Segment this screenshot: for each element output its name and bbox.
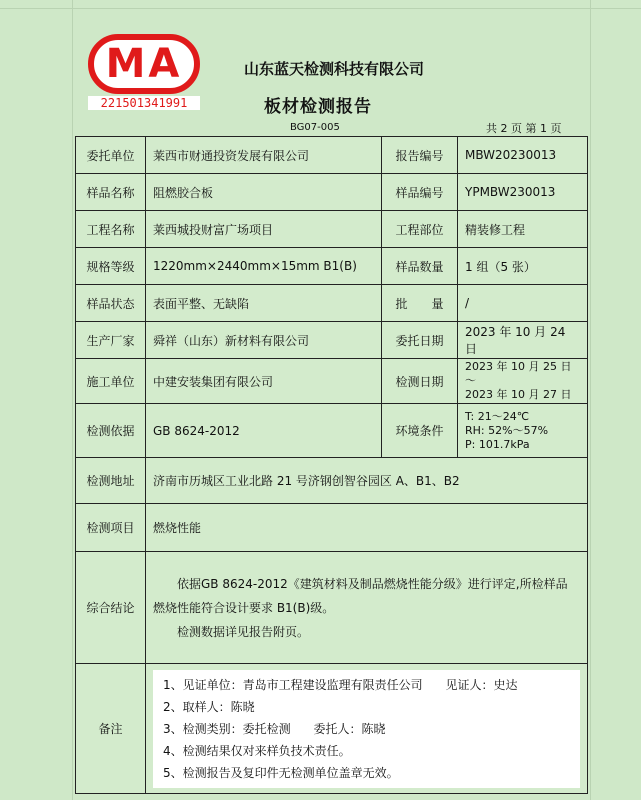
field-label: 施工单位 [76, 359, 146, 404]
env-pressure: P: 101.7kPa [465, 437, 530, 451]
conclusion-text[interactable] [146, 552, 588, 664]
conclusion-paragraph: 依据GB 8624-2012《建筑材料及制品燃烧性能分级》进行评定,所检样品 [177, 576, 568, 591]
field-value[interactable] [458, 404, 588, 458]
field-value[interactable]: 阻燃胶合板 [146, 174, 382, 211]
table-row [76, 248, 588, 285]
field-label: 委托日期 [382, 322, 458, 359]
field-value[interactable]: GB 8624-2012 [146, 404, 382, 458]
field-label: 环境条件 [382, 404, 458, 458]
field-label: 委托单位 [76, 137, 146, 174]
field-label: 样品状态 [76, 285, 146, 322]
field-value[interactable]: / [458, 285, 588, 322]
table-row [76, 504, 588, 552]
field-label: 规格等级 [76, 248, 146, 285]
field-value[interactable]: 1 组（5 张） [458, 248, 588, 285]
table-row [76, 458, 588, 504]
field-label: 工程名称 [76, 211, 146, 248]
field-label: 检测依据 [76, 404, 146, 458]
sheet-gridline [590, 0, 591, 800]
report-table [75, 136, 588, 794]
field-label: 检测项目 [76, 504, 146, 552]
field-value[interactable]: 表面平整、无缺陷 [146, 285, 382, 322]
test-date-start: 2023 年 10 月 25 日～ [465, 360, 572, 387]
field-label: 备注 [76, 664, 146, 794]
note-item: 1、见证单位：青岛市工程建设监理有限责任公司 见证人：史达 [163, 677, 518, 692]
field-label: 检测地址 [76, 458, 146, 504]
sheet-gridline [72, 0, 73, 800]
sheet-gridline [0, 8, 641, 9]
conclusion-paragraph: 燃烧性能符合设计要求 B1(B)级。 [153, 600, 335, 615]
table-row [76, 404, 588, 458]
field-value[interactable]: 莱西城投财富广场项目 [146, 211, 382, 248]
table-row [76, 322, 588, 359]
field-label: 报告编号 [382, 137, 458, 174]
field-label: 批 量 [382, 285, 458, 322]
field-label: 样品名称 [76, 174, 146, 211]
note-item: 2、取样人：陈晓 [163, 699, 255, 714]
field-value[interactable]: 中建安装集团有限公司 [146, 359, 382, 404]
note-item: 5、检测报告及复印件无检测单位盖章无效。 [163, 765, 399, 780]
table-row [76, 285, 588, 322]
field-label: 样品数量 [382, 248, 458, 285]
env-temperature: T: 21～24℃ [465, 409, 530, 423]
document-code: BG07-005 [290, 122, 340, 133]
field-value[interactable]: YPMBW230013 [458, 174, 588, 211]
cma-logo-letters: MA [88, 34, 200, 94]
field-value[interactable]: 1220mm×2440mm×15mm B1(B) [146, 248, 382, 285]
company-name: 山东蓝天检测科技有限公司 [244, 60, 425, 78]
report-title: 板材检测报告 [264, 97, 372, 117]
notes-list[interactable] [153, 670, 580, 788]
table-row [76, 664, 588, 794]
table-row [76, 174, 588, 211]
field-value[interactable]: 济南市历城区工业北路 21 号济钢创智谷园区 A、B1、B2 [146, 458, 588, 504]
field-value[interactable]: 燃烧性能 [146, 504, 588, 552]
field-label: 样品编号 [382, 174, 458, 211]
field-value[interactable]: 舜祥（山东）新材料有限公司 [146, 322, 382, 359]
cma-logo [88, 30, 200, 108]
field-label: 综合结论 [76, 552, 146, 664]
note-item: 4、检测结果仅对来样负技术责任。 [163, 743, 351, 758]
field-value[interactable] [458, 359, 588, 404]
field-label: 检测日期 [382, 359, 458, 404]
conclusion-paragraph: 检测数据详见报告附页。 [177, 624, 310, 639]
table-row [76, 552, 588, 664]
table-row [76, 137, 588, 174]
field-value[interactable]: 2023 年 10 月 24 日 [458, 322, 588, 359]
field-label: 生产厂家 [76, 322, 146, 359]
field-value[interactable]: MBW20230013 [458, 137, 588, 174]
note-item: 3、检测类别：委托检测 委托人：陈晓 [163, 721, 386, 736]
page-info: 共 2 页 第 1 页 [486, 122, 562, 135]
notes-cell [146, 664, 588, 794]
field-value[interactable]: 莱西市财通投资发展有限公司 [146, 137, 382, 174]
env-humidity: RH: 52%～57% [465, 423, 549, 437]
field-label: 工程部位 [382, 211, 458, 248]
field-value[interactable]: 精装修工程 [458, 211, 588, 248]
cma-certificate-number: 221501341991 [88, 96, 200, 110]
table-row [76, 211, 588, 248]
test-date-end: 2023 年 10 月 27 日 [465, 388, 572, 401]
table-row [76, 359, 588, 404]
